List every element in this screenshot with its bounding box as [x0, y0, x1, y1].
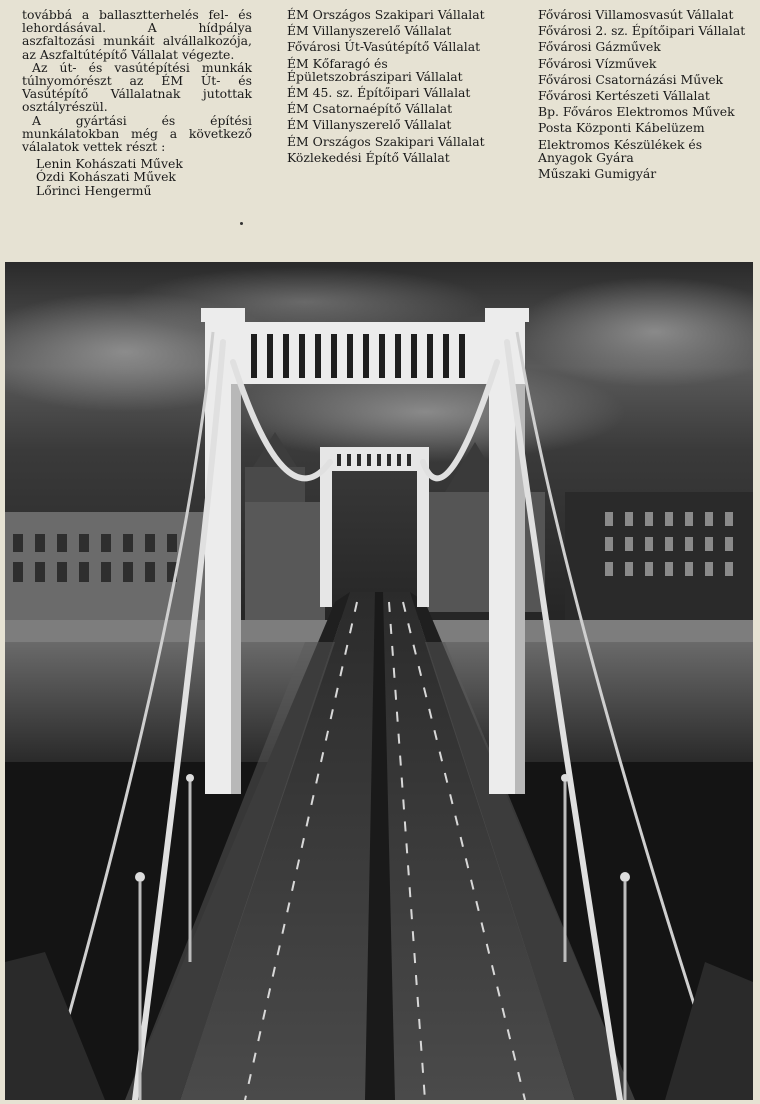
list-item: Fővárosi Kertészeti Vállalat: [538, 88, 710, 104]
list-item: ÉM Villanyszerelő Vállalat: [287, 117, 452, 133]
list-item: ÉM Csatornaépítő Vállalat: [287, 101, 453, 117]
list-item: Posta Központi Kábelüzem: [538, 120, 705, 136]
text-column-2: [287, 8, 503, 167]
list-item: Fővárosi Gázművek: [538, 39, 661, 55]
list-item: Elektromos Készülékek és Anyagok Gyára: [538, 136, 703, 165]
list-item: ÉM Országos Szakipari Vállalat: [287, 133, 485, 149]
list-item: Fővárosi Út-Vasútépítő Vállalat: [287, 39, 481, 55]
list-item: Fővárosi 2. sz. Építőipari Vállalat: [538, 23, 746, 39]
text-column-3: [538, 8, 754, 183]
list-item: Közlekedési Építő Vállalat: [287, 149, 450, 165]
list-item: Műszaki Gumigyár: [538, 166, 657, 182]
list-item: ÉM Kőfaragó és Épületszobrászipari Vállalat: [287, 55, 463, 84]
paragraph: A gyártási és építési munkálatokban még a következő válalatok vettek részt :: [22, 112, 252, 155]
bridge-photograph: [5, 262, 753, 1100]
text-column-1: [22, 8, 252, 197]
list-item: Lenin Kohászati Művek: [36, 156, 183, 172]
paragraph: Az út- és vasútépítési munkák túlnyomórészt az ÉM Út- és Vasútépítő Vállalatnak jutottak osztályrészül.: [22, 59, 252, 115]
bridge-illustration: [5, 262, 753, 1100]
list-item: Fővárosi Villamosvasút Vállalat: [538, 7, 734, 22]
company-list: [36, 157, 252, 197]
list-item: ÉM Villanyszerelő Vállalat: [287, 23, 452, 39]
list-item: Fővárosi Csatornázási Művek: [538, 71, 724, 87]
list-item: Fővárosi Vízművek: [538, 55, 657, 71]
text-area: [0, 0, 760, 258]
paragraph: továbbá a ballasztterhelés fel- és lehordásával. A hídpálya aszfaltozási munkáit alvállalkozója, az Aszfaltútépítő Vállalat végezte.: [22, 7, 252, 62]
list-item: Lőrinci Hengermű: [36, 182, 152, 198]
list-item: ÉM Országos Szakipari Vállalat: [287, 7, 485, 22]
list-item: Bp. Főváros Elektromos Művek: [538, 104, 735, 120]
list-item: ÉM 45. sz. Építőipari Vállalat: [287, 85, 471, 101]
print-speck: [240, 222, 243, 225]
list-item: Ózdi Kohászati Művek: [36, 169, 176, 185]
